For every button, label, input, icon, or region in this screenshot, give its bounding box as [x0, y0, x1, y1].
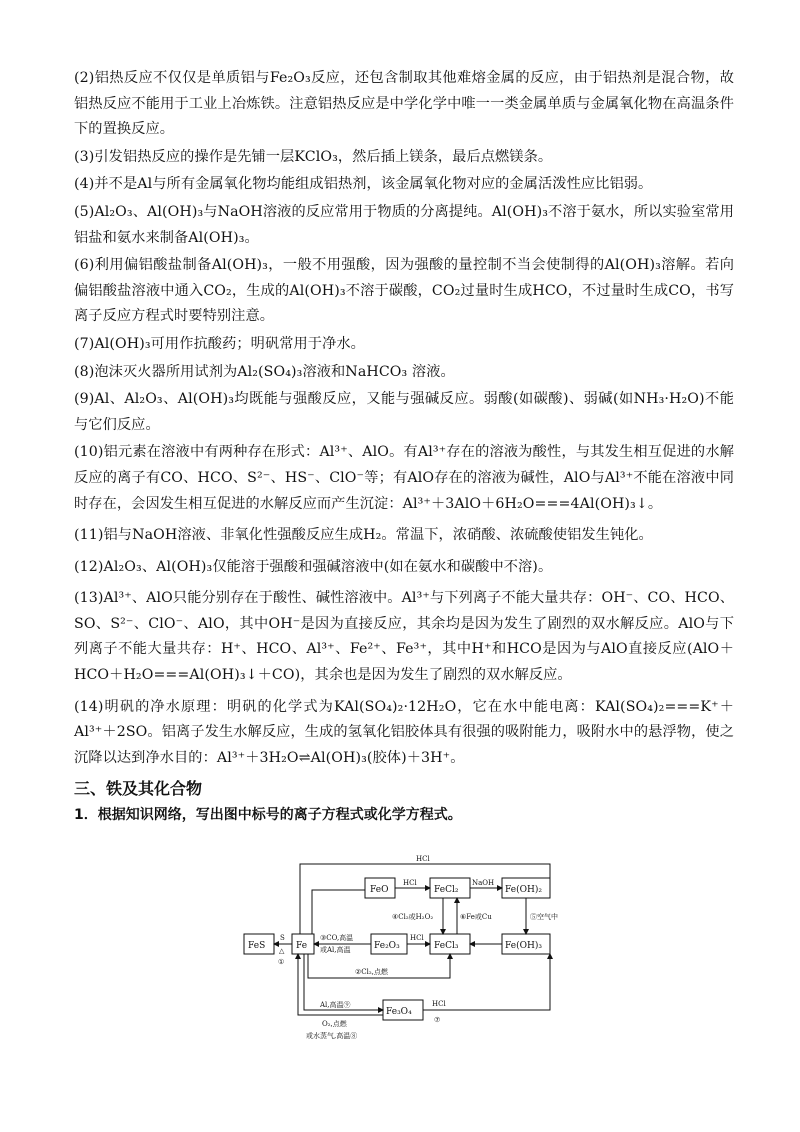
section-heading: 三、铁及其化合物	[74, 779, 203, 799]
paragraph-7: (7)Al(OH)₃可用作抗酸药；明矾常用于净水。	[74, 335, 365, 352]
label-naoh: NaOH	[472, 879, 495, 887]
label-fe-cu: ⑥Fe或Cu	[460, 913, 492, 921]
node-fecl3: FeCl₃	[434, 941, 459, 951]
paragraph-2: (2)铝热反应不仅仅是单质铝与Fe₂O₃反应，还包含制取其他难熔金属的反应，由于铝热剂是混合物，故铝热反应不能用于工业上冶炼铁。注意铝热反应是中学化学中唯一一类金属单质与金属氧化物在高温条件下的置换反应。	[74, 70, 734, 138]
paragraph-3: (3)引发铝热反应的操作是先铺一层KClO₃，然后插上镁条，最后点燃镁条。	[74, 148, 553, 165]
label-delta: △	[279, 947, 285, 955]
label-al-high: 或Al,高温	[320, 946, 351, 954]
label-o2-ignite: O₂,点燃	[322, 1020, 347, 1028]
node-fe: Fe	[296, 941, 308, 951]
paragraph-6: (6)利用偏铝酸盐制备Al(OH)₃，一般不用强酸，因为强酸的量控制不当会使制得的Al(OH)₃溶解。若向偏铝酸盐溶液中通入CO₂，生成的Al(OH)₃不溶于碳酸，CO₂过量时生成HCO，不过量时生成CO，书写离子反应方程式时要特别注意。	[74, 257, 734, 325]
node-fecl2: FeCl₂	[434, 885, 459, 895]
label-hcl-feo: HCl	[403, 879, 417, 887]
label-steam: 或水蒸气,高温⑧	[306, 1032, 358, 1040]
node-fes: FeS	[248, 941, 266, 951]
document-body	[74, 66, 734, 827]
label-air: ⑤空气中	[530, 913, 558, 921]
label-co-high: ③CO,高温	[320, 934, 354, 942]
paragraph-12: (12)Al₂O₃、Al(OH)₃仅能溶于强酸和强碱溶液中(如在氨水和碳酸中不溶)。	[74, 558, 553, 575]
paragraph-10: (10)铝元素在溶液中有两种存在形式：Al³⁺、AlO。有Al³⁺存在的溶液为酸性，与其发生相互促进的水解反应的离子有CO、HCO、S²⁻、HS⁻、ClO⁻等；有AlO存在的溶液为碱性，AlO与Al³⁺不能在溶液中同时存在，会因发生相互促进的水解反应而产生沉淀：Al³⁺＋3AlO＋6H₂O===4Al(OH)₃↓。	[74, 444, 734, 512]
label-7: ⑦	[434, 1016, 441, 1024]
label-al-high9: Al,高温⑨	[320, 1001, 351, 1009]
node-feo: FeO	[370, 885, 389, 895]
label-s: S	[280, 934, 285, 942]
diagram-svg	[240, 850, 560, 1045]
paragraph-13: (13)Al³⁺、AlO只能分别存在于酸性、碱性溶液中。Al³⁺与下列离子不能大量共存：OH⁻、CO、HCO、SO、S²⁻、ClO⁻、AlO，其中OH⁻是因为直接反应，其余均是因为发生了剧烈的双水解反应。AlO与下列离子不能大量共存：H⁺、HCO、Al³⁺、Fe²⁺、Fe³⁺，其中H⁺和HCO是因为与AlO直接反应(AlO＋HCO＋H₂O===Al(OH)₃↓＋CO)，其余也是因为发生了剧烈的双水解反应。	[74, 590, 734, 684]
paragraph-11: (11)铝与NaOH溶液、非氧化性强酸反应生成H₂。常温下，浓硝酸、浓硫酸使铝发生钝化。	[74, 527, 653, 544]
label-1: ①	[278, 958, 285, 966]
label-hcl-bottom: HCl	[432, 1000, 446, 1008]
label-cl2-h2o2: ④Cl₂或H₂O₂	[392, 913, 434, 921]
hcl-top-line	[300, 864, 550, 934]
node-feoh3: Fe(OH)₃	[505, 941, 542, 951]
node-feoh2: Fe(OH)₂	[505, 885, 542, 895]
iron-compounds-diagram	[240, 850, 560, 1045]
label-hcl-top: HCl	[416, 855, 430, 863]
label-hcl-fe2o3: HCl	[410, 934, 424, 942]
question-heading: 1．根据知识网络，写出图中标号的离子方程式或化学方程式。	[74, 807, 462, 824]
node-fe3o4: Fe₃O₄	[386, 1007, 412, 1017]
paragraph-14: (14)明矾的净水原理：明矾的化学式为KAl(SO₄)₂·12H₂O，它在水中能电离：KAl(SO₄)₂===K⁺＋Al³⁺＋2SO。铝离子发生水解反应，生成的氢氧化铝胶体具有很强的吸附能力，吸附水中的悬浮物，使之沉降以达到净水目的：Al³⁺＋3H₂O⇌Al(OH)₃(胶体)＋3H⁺。	[74, 698, 734, 766]
paragraph-4: (4)并不是Al与所有金属氧化物均能组成铝热剂，该金属氧化物对应的金属活泼性应比铝弱。	[74, 176, 653, 193]
paragraph-9: (9)Al、Al₂O₃、Al(OH)₃均既能与强酸反应，又能与强碱反应。弱酸(如碳酸)、弱碱(如NH₃·H₂O)不能与它们反应。	[74, 391, 734, 433]
node-fe2o3: Fe₂O₃	[374, 941, 400, 951]
label-cl2-ignite: ②Cl₂,点燃	[355, 968, 388, 976]
paragraph-8: (8)泡沫灭火器所用试剂为Al₂(SO₄)₃溶液和NaHCO₃ 溶液。	[74, 363, 455, 380]
paragraph-5: (5)Al₂O₃、Al(OH)₃与NaOH溶液的反应常用于物质的分离提纯。Al(OH)₃不溶于氨水，所以实验室常用铝盐和氨水来制备Al(OH)₃。	[74, 203, 734, 246]
line-fe-feo	[312, 890, 365, 934]
